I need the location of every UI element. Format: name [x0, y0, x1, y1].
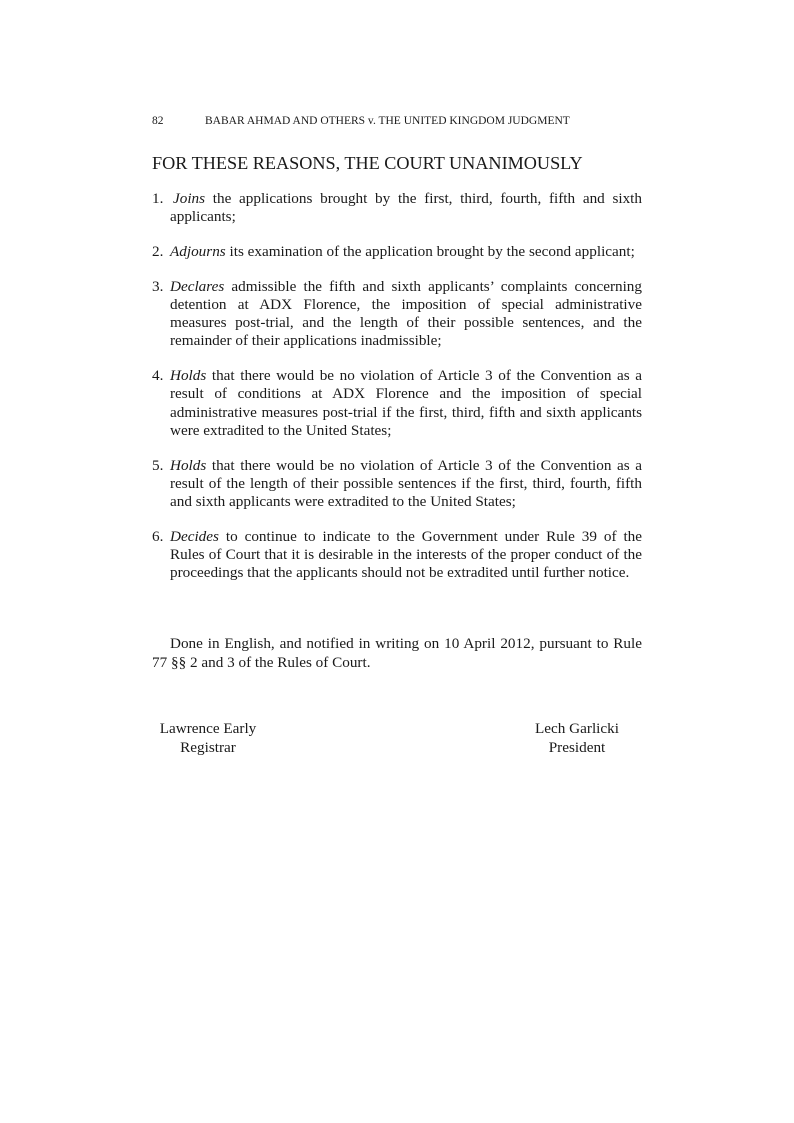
operative-provisions-list: [152, 190, 642, 599]
item-number: 4.: [152, 367, 164, 385]
item-text: its examination of the application brought by the second applicant;: [225, 243, 635, 260]
running-title: BABAR AHMAD AND OTHERS v. THE UNITED KINGDOM JUDGMENT: [205, 115, 570, 127]
item-text: to continue to indicate to the Government under Rule 39 of the Rules of Court that it is desirable in the interests of the proper conduct of the proceedings that the applicants should not be extradited until further notice.: [170, 527, 642, 582]
provision-item-5: [152, 457, 642, 512]
item-number: 3.: [152, 277, 164, 295]
signatory-name: Lawrence Early: [159, 720, 257, 737]
item-number: 2.: [152, 243, 164, 260]
closing-paragraph: Done in English, and notified in writing on 10 April 2012, pursuant to Rule 77 §§ 2 and 3 of the Rules of Court.: [152, 635, 642, 671]
document-page: [152, 0, 642, 1123]
item-verb: Holds: [170, 456, 207, 474]
item-verb: Joins: [173, 190, 206, 207]
item-text: admissible the fifth and sixth applicants’ complaints concerning detention at ADX Florence, the imposition of special administrative measures post-trial, and the length of their possible sentences, and the remainder of their applications inadmissible;: [170, 277, 642, 350]
item-verb: Adjourns: [170, 243, 226, 260]
item-number: 1.: [152, 190, 164, 207]
page-number: 82: [152, 115, 164, 127]
item-text: the applications brought by the first, third, fourth, fifth and sixth applicants;: [170, 190, 642, 226]
item-verb: Decides: [170, 527, 219, 545]
operative-heading: FOR THESE REASONS, THE COURT UNANIMOUSLY: [152, 153, 583, 173]
signatory-title: President: [548, 739, 606, 756]
item-verb: Declares: [170, 277, 225, 295]
item-text: that there would be no violation of Article 3 of the Convention as a result of the length of their possible sentences if the first, third, fourth, fifth and sixth applicants were extradited to the United States;: [170, 456, 642, 511]
provision-item-3: [152, 278, 642, 351]
item-number: 6.: [152, 527, 164, 545]
provision-item-4: [152, 367, 642, 440]
running-header: [152, 114, 642, 128]
item-number: 5.: [152, 456, 164, 474]
signatory-title: Registrar: [180, 739, 236, 756]
provision-item-1: [152, 190, 642, 226]
item-text: that there would be no violation of Article 3 of the Convention as a result of conditions at ADX Florence and the imposition of special administrative measures post-trial if the first, third, fifth and sixth applicants were extradited to the United States;: [170, 367, 642, 439]
provision-item-6: [152, 528, 642, 583]
item-verb: Holds: [170, 367, 207, 385]
signature-registrar: [152, 719, 264, 757]
signature-president: [527, 719, 627, 757]
signatory-name: Lech Garlicki: [535, 720, 619, 737]
provision-item-2: [152, 243, 642, 261]
